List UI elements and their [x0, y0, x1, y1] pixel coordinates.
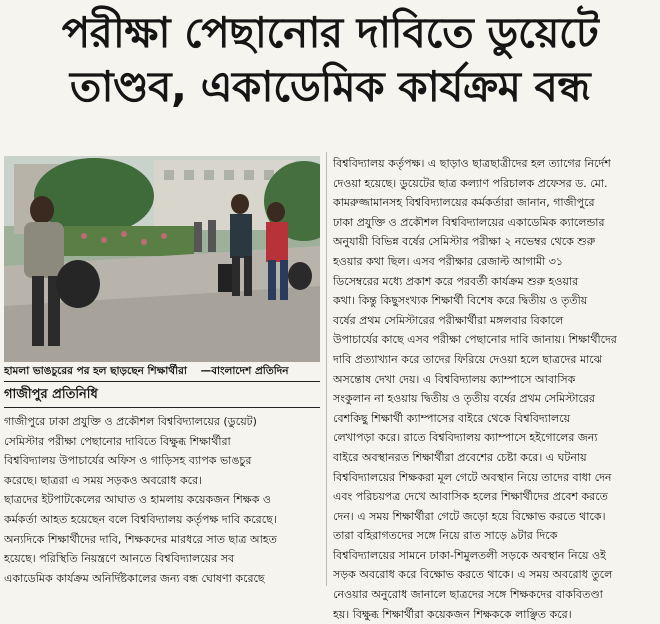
text-line: সেমিস্টার পরীক্ষা পেছানোর দাবিতে বিক্ষুব্ধ শিক্ষার্থীরা — [4, 434, 231, 448]
text-line: গাজীপুরে ঢাকা প্রযুক্তি ও প্রকৌশল বিশ্ববিদ্যালয়ের (ডুয়েট) — [4, 415, 257, 428]
news-photo-illustration — [4, 156, 320, 362]
text-line: দেওয়া হয়েছে। ডুয়েটের ছাত্র কল্যাণ পরিচালক প্রফেসর ড. মো. — [333, 176, 608, 190]
text-line: কথা। কিন্তু কিছুসংখ্যক শিক্ষার্থী বিশেষ করে দ্বিতীয় ও তৃতীয় — [333, 294, 588, 308]
photo-caption — [4, 362, 320, 380]
text-line: বিশ্ববিদ্যালয় কর্তৃপক্ষ। এ ছাড়াও ছাত্রছাত্রীদের হল ত্যাগের নির্দেশ — [333, 157, 611, 170]
text-line: লেখাপড়া করে। রাতে বিশ্ববিদ্যালয় ক্যাম্পাসে হইগোলের জন্য — [333, 431, 598, 445]
text-line: সংকুলান না হওয়ায় দ্বিতীয় ও তৃতীয় বর্ষের প্রথম সেমিস্টারের — [333, 392, 595, 406]
caption-divider — [4, 381, 320, 382]
photo-credit: —বাংলাদেশ প্রতিদিন — [200, 365, 289, 377]
text-line: সড়ক অবরোধ করে বিক্ষোভ করতে থাকে। এ সময় অবরোধ তুলে — [333, 568, 613, 582]
text-line: উপাচার্যের কাছে এসব পরীক্ষা পেছানোর দাবি জানায়। শিক্ষার্থীদের — [333, 333, 617, 347]
text-line: অনুযায়ী বিভিন্ন বর্ষের সেমিস্টার পরীক্ষা ২ নভেম্বর থেকে শুরু — [333, 235, 596, 249]
headline-line-1: পরীক্ষা পেছানোর দাবিতে ডুয়েটে — [61, 8, 599, 57]
text-line: ঢাকা প্রযুক্তি ও প্রকৌশল বিশ্ববিদ্যালয়ের একাডেমিক ক্যালেন্ডার — [333, 215, 605, 229]
article-column-left — [4, 412, 320, 588]
text-line: ডিসেম্বরের মধ্যে প্রকাশ করে পরবর্তী কার্যক্রম শুরু হওয়ার — [333, 274, 579, 288]
text-line: একাডেমিক কার্যক্রম অনির্দিষ্টকালের জন্য বন্ধ ঘোষণা করেছে — [4, 571, 265, 585]
text-line: বেশকিছু শিক্ষার্থী ক্যাম্পাসের বাইরে থেকে বিশ্ববিদ্যালয়ে — [333, 411, 571, 425]
news-photo — [4, 156, 320, 362]
text-line: করেছে। ছাত্ররা এ সময় সড়কও অবরোধ করে। — [4, 473, 203, 487]
text-line: হয়। বিক্ষুব্ধ শিক্ষার্থীরা কয়েকজন শিক্ষককে লাঞ্ছিত করে। — [333, 607, 572, 621]
text-line: হওয়ার কথা ছিল। এসব পরীক্ষার রেজাল্ট আগামী ৩১ — [333, 254, 564, 268]
text-line: এবং পরিচয়পত্র দেখে আবাসিক হলের শিক্ষার্থীদের প্রবেশ করতে — [333, 490, 608, 504]
headline-line-2: তাণ্ডব, একাডেমিক কার্যক্রম বন্ধ — [69, 62, 591, 111]
caption-text: হামলা ভাঙচুরের পর হল ছাড়ছেন শিক্ষার্থীরা — [4, 365, 187, 377]
text-line: অসন্তোষ দেখা দেয়। এ বিশ্ববিদ্যালয় ক্যাম্পাসে আবাসিক — [333, 372, 576, 386]
column-divider — [326, 152, 327, 586]
text-line: দাবি প্রত্যাখ্যান করে তাদের ফিরিয়ে দেওয়া হলে ছাত্রদের মাঝে — [333, 352, 603, 366]
text-line: বিশ্ববিদ্যালয়ের সামনে ঢাকা-শিমুলতলী সড়কে অবস্থান নিয়ে ওই — [333, 548, 606, 562]
text-line: দেন। এ সময় শিক্ষার্থীরা গেটে জড়ো হয়ে বিক্ষোভ করতে থাকে। — [333, 509, 606, 523]
text-line: তারা বহিরাগতদের সঙ্গে নিয়ে রাত সাড়ে ৯টার দিকে — [333, 529, 558, 543]
text-line: অন্যদিকে শিক্ষার্থীদের দাবি, শিক্ষকদের মারধরে সাত ছাত্র আহত — [4, 532, 277, 546]
byline-divider — [4, 407, 320, 408]
text-line: বাইরে অবস্থানরত শিক্ষার্থীরা প্রবেশের চেষ্টা করে। এ ঘটনায় — [333, 450, 587, 464]
text-line: বিশ্ববিদ্যালয়ের শিক্ষকরা মূল গেটে অবস্থান নিয়ে তাদের বাধা দেন — [333, 470, 612, 484]
text-line: কর্মকর্তা আহত হয়েছেন বলে বিশ্ববিদ্যালয় কর্তৃপক্ষ দাবি করেছে। — [4, 512, 277, 526]
text-line: বর্ষের প্রথম সেমিস্টারের পরীক্ষার্থীরা মঙ্গলবার বিকালে — [333, 313, 564, 327]
byline: গাজীপুর প্রতিনিধি — [4, 387, 98, 402]
text-line: কামরুজ্জামানসহ বিশ্ববিদ্যালয়ের কর্মকর্তারা জানান, গাজীপুরে — [333, 196, 595, 210]
text-line: ছাত্রদের ইটপাটকেলের আঘাত ও হামলায় কয়েকজন শিক্ষক ও — [4, 493, 271, 507]
text-line: হয়েছে। পরিস্থিতি নিয়ন্ত্রণে আনতে বিশ্ববিদ্যালয়ের সব — [4, 552, 235, 566]
article-column-right — [333, 154, 657, 624]
headline — [0, 6, 660, 114]
text-line: বিশ্ববিদ্যালয় উপাচার্যের অফিস ও গাড়িসহ ব্যাপক ভাঙচুর — [4, 454, 252, 468]
text-line: নেওয়ার অনুরোধ জানালে ছাত্রদের সঙ্গে শিক্ষকদের বাকবিতণ্ডা — [333, 588, 603, 602]
